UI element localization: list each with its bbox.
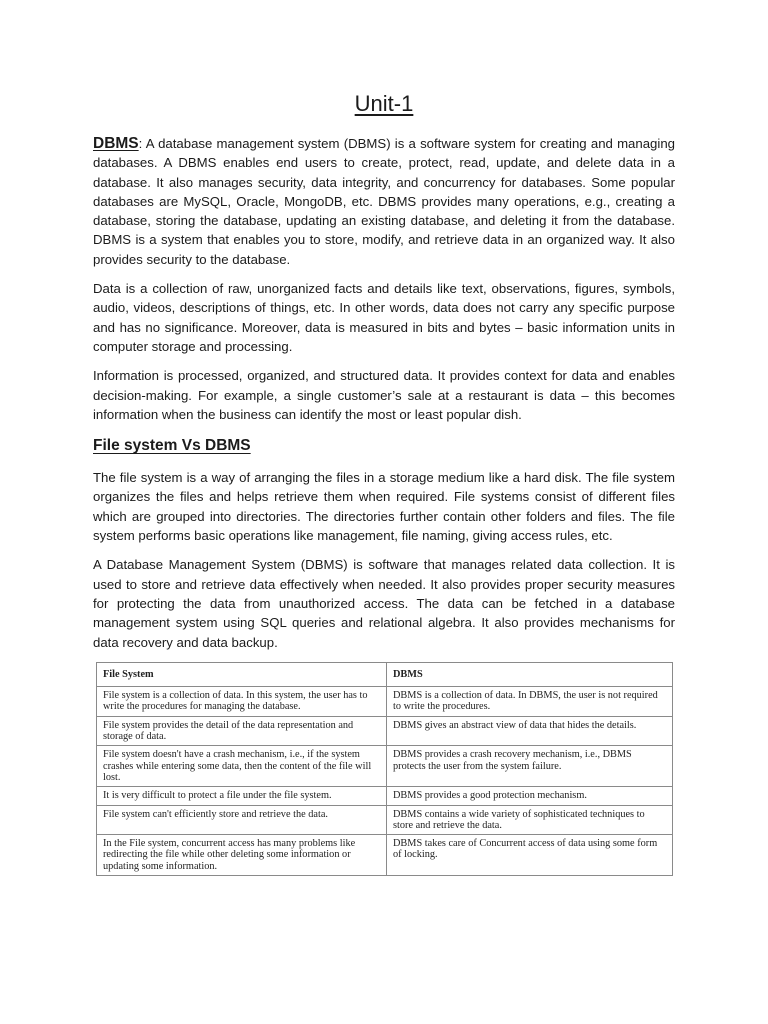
- table-row: [97, 746, 673, 787]
- table-cell: File system provides the detail of the data representation and storage of data.: [97, 716, 387, 746]
- comparison-table: [96, 662, 673, 876]
- column-header-file-system: File System: [97, 662, 387, 686]
- table-cell: DBMS takes care of Concurrent access of data using some form of locking.: [387, 835, 673, 876]
- section-heading: File system Vs DBMS: [93, 437, 251, 455]
- comparison-table-wrapper: [96, 662, 673, 876]
- table-row: [97, 835, 673, 876]
- intro-text: : A database management system (DBMS) is a software system for creating and managing databases. A DBMS enables end users to create, protect, read, update, and delete data in a database. It also manages security, data integrity, and concurrency for databases. Some popular databases are MySQL, Oracle, MongoDB, etc. DBMS provides many operations, e.g., creating a database, storing the database, updating an existing database, and deleting it from the database. DBMS is a system that enables you to store, modify, and retrieve data in an organized way. It also provides security to the database.: [93, 136, 675, 267]
- dbms-term: DBMS: [93, 135, 139, 152]
- page-title: Unit-1: [354, 91, 414, 116]
- table-header-row: [97, 662, 673, 686]
- table-cell: File system is a collection of data. In this system, the user has to write the procedures for managing the database.: [97, 687, 387, 717]
- table-cell: It is very difficult to protect a file under the file system.: [97, 787, 387, 805]
- table-cell: File system doesn't have a crash mechanism, i.e., if the system crashes while entering some data, then the content of the file will lost.: [97, 746, 387, 787]
- table-row: [97, 805, 673, 835]
- table-row: [97, 716, 673, 746]
- file-system-paragraph: The file system is a way of arranging the files in a storage medium like a hard disk. The file system organizes the files and helps retrieve them when required. File systems consist of different files which are grouped into directories. The directories further contain other folders and files. The file system performs basic operations like management, file naming, giving access rules, etc.: [93, 470, 675, 544]
- table-cell: In the File system, concurrent access has many problems like redirecting the file while other deleting some information or updating some information.: [97, 835, 387, 876]
- intro-paragraph: [93, 134, 675, 269]
- table-cell: DBMS contains a wide variety of sophisticated techniques to store and retrieve the data.: [387, 805, 673, 835]
- table-cell: DBMS is a collection of data. In DBMS, the user is not required to write the procedures.: [387, 687, 673, 717]
- dbms-paragraph: A Database Management System (DBMS) is software that manages related data collection. It is used to store and retrieve data effectively when needed. It also provides proper security measures for protecting the data from unauthorized access. The data can be fetched in a database management system using SQL queries and relational algebra. It also provides mechanisms for data recovery and data backup.: [93, 557, 675, 650]
- table-row: [97, 687, 673, 717]
- information-definition-paragraph: Information is processed, organized, and structured data. It provides context for data and enables decision-making. For example, a single customer’s sale at a restaurant is data – this becomes information when the business can identify the most or least popular dish.: [93, 368, 675, 422]
- table-row: [97, 787, 673, 805]
- data-definition-paragraph: Data is a collection of raw, unorganized facts and details like text, observations, figures, symbols, audio, videos, descriptions of things, etc. In other words, data does not carry any specific purpose and has no significance. Moreover, data is measured in bits and bytes – basic information units in computer storage and processing.: [93, 281, 675, 354]
- table-cell: DBMS provides a crash recovery mechanism, i.e., DBMS protects the user from the system failure.: [387, 746, 673, 787]
- table-cell: DBMS gives an abstract view of data that hides the details.: [387, 716, 673, 746]
- table-cell: DBMS provides a good protection mechanism.: [387, 787, 673, 805]
- column-header-dbms: DBMS: [387, 662, 673, 686]
- document-page: [93, 88, 675, 876]
- table-cell: File system can't efficiently store and retrieve the data.: [97, 805, 387, 835]
